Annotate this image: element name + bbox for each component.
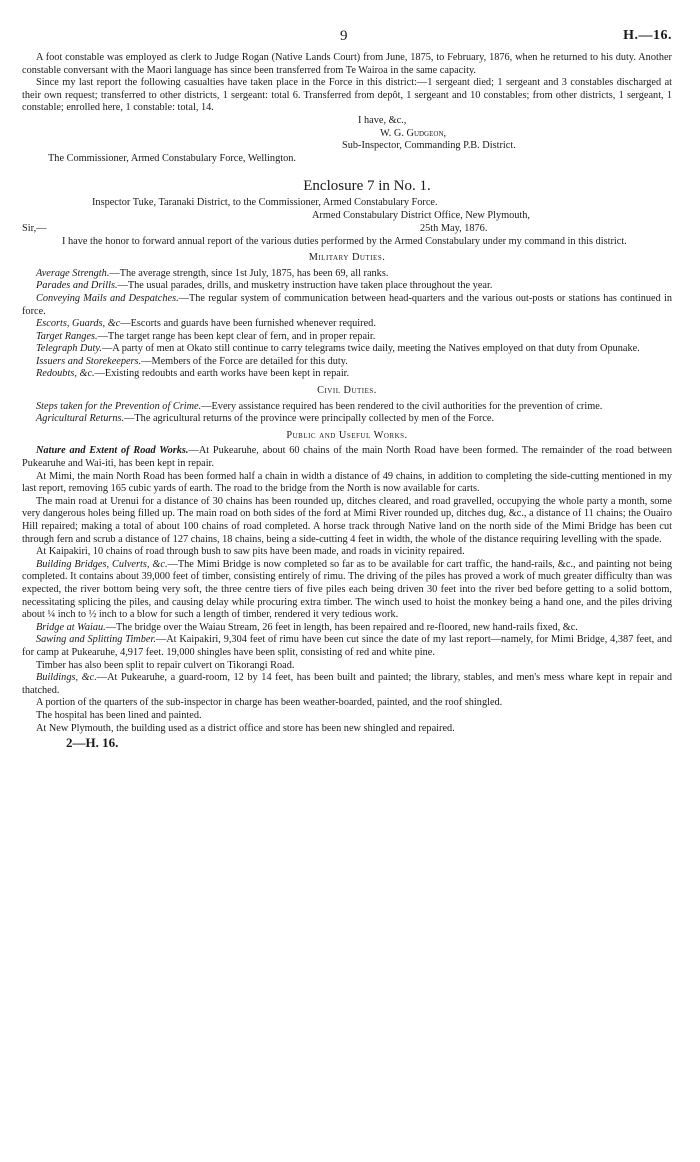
list-item: Issuers and Storekeepers.—Members of the Force are detailed for this duty. <box>36 355 348 367</box>
footer-reference: 2—H. 16. <box>66 735 119 751</box>
paragraph-foot-constable: A foot constable was employed as clerk to Judge Rogan (Native Lands Court) from June, 1875, to February, 1876, when he returned to his duty. Another constable conversant with the Maori language has since been transferred from Te Wairoa in the same capacity. <box>22 52 672 76</box>
list-item: Target Ranges.—The target range has been kept clear of fern, and in proper repair. <box>36 330 376 342</box>
list-item: Steps taken for the Prevention of Crime.—Every assistance required has been rendered to the civil authorities for the prevention of crime. <box>36 400 603 412</box>
section-heading-military: Military Duties. <box>308 252 386 264</box>
list-item: Building Bridges, Culverts, &c.—The Mimi Bridge is now completed so far as to be available for cart traffic, the hand-rails, &c., and painting not being completed. It contains about 39,000 feet of timber, consisting entirely of rimu. The driving of the piles has proved a work of much greater difficulty than was expected, the river bottom being very soft, the three centre tiers of five piles each being driven 30 feet into the river bed before getting to a solid bottom, necessitating splicing the piles, and causing delay while procuring extra timber. The winch used to hoist the monkey being a hand one, and the piles driving about ¼ inch to ½ inch to a blow for such a length of timber, rendered it very tedious work. <box>22 558 672 621</box>
list-item: The hospital has been lined and painted. <box>36 709 202 721</box>
section-heading-public-works: Public and Useful Works. <box>286 429 408 441</box>
list-item: Agricultural Returns.—The agricultural returns of the province were principally collected by men of the Force. <box>36 413 495 425</box>
list-item: Timber has also been split to repair culvert on Tikorangi Road. <box>36 659 295 671</box>
list-item: Sawing and Splitting Timber.—At Kaipakiri, 9,304 feet of rimu have been cut since the date of my last report—namely, for Mimi Bridge, 4,387 feet, and for camp at Pukearuhe, 4,917 feet. 19,000 shingles have been split, consisting of red and white pine. <box>22 634 672 658</box>
section-heading-civil: Civil Duties. <box>317 385 377 397</box>
list-item: Escorts, Guards, &c—Escorts and guards have been furnished whenever required. <box>36 318 376 330</box>
signature-closing: I have, &c., <box>358 114 407 126</box>
list-item: Average Strength.—The average strength, since 1st July, 1875, has been 69, all ranks. <box>36 267 389 279</box>
page-number: 9 <box>340 28 348 44</box>
list-item: Telegraph Duty.—A party of men at Okato still continue to carry telegrams twice daily, meeting the Natives employed on that duty from Opunake. <box>36 343 640 355</box>
signature-name: W. G. Gudgeon, <box>380 127 447 139</box>
list-item: Nature and Extent of Road Works.—At Pukearuhe, about 60 chains of the main North Road have been formed. The remainder of the road between Pukearuhe and Wai-iti, has been kept in repair. <box>22 445 672 470</box>
from-line: Inspector Tuke, Taranaki District, to the Commissioner, Armed Constabulary Force. <box>92 197 438 209</box>
letter-date: 25th May, 1876. <box>420 222 488 234</box>
salutation: Sir,— <box>22 222 47 234</box>
list-item: Buildings, &c.—At Pukearuhe, a guard-room, 12 by 14 feet, has been built and painted; the library, stables, and men's mess whare kept in repair and thatched. <box>22 672 672 696</box>
list-item: Redoubts, &c.—Existing redoubts and earth works have been kept in repair. <box>36 368 350 380</box>
intro-paragraph: I have the honor to forward annual report of the various duties performed by the Armed Constabulary under my command in this district. <box>62 235 627 247</box>
document-page <box>22 30 672 750</box>
signature-block <box>22 115 672 153</box>
page-header <box>22 30 672 52</box>
list-item: At New Plymouth, the building used as a district office and store has been new shingled and repaired. <box>36 722 455 734</box>
list-item: A portion of the quarters of the sub-inspector in charge has been weather-boarded, painted, and the roof shingled. <box>36 697 503 709</box>
list-item: Bridge at Waiau.—The bridge over the Waiau Stream, 26 feet in length, has been repaired and re-floored, new hand-rails fixed, &c. <box>36 621 578 633</box>
enclosure-title: Enclosure 7 in No. 1. <box>303 178 431 195</box>
list-item: Parades and Drills.—The usual parades, drills, and musketry instruction have taken place throughout the year. <box>36 280 493 292</box>
list-item: The main road at Urenui for a distance of 30 chains has been rounded up, ditches cleared, and road gravelled, occupying the whole party a month, some very dangerous holes being filled up. The main road on both sides of the ford at Mimi River rounded up, ditches dug, &c., a distance of 11 chains; the Ouairo Hill repaired; making a total of about 100 chains of road completed. A horse track through Native land on the north side of the Mimi Bridge has been cut through fern and scrub a distance of 127 chains, 18 chains, being a side-cutting 4 feet in width, the whole of the distance requiring levelling with the spade. <box>22 495 672 545</box>
list-item: At Mimi, the main North Road has been formed half a chain in width a distance of 49 chains, in addition to completing the side-cutting mentioned in my last report, removing 165 cubic yards of earth. The road to the bridge from the North is now available for carts. <box>22 470 672 495</box>
signature-title: Sub-Inspector, Commanding P.B. District. <box>342 140 516 152</box>
list-item: At Kaipakiri, 10 chains of road through bush to saw pits have been made, and roads in vicinity repaired. <box>36 546 465 558</box>
page-reference: H.—16. <box>623 28 672 43</box>
office-line: Armed Constabulary District Office, New Plymouth, <box>312 209 531 221</box>
salutation-row <box>22 223 672 236</box>
list-item: Conveying Mails and Despatches.—The regular system of communication between head-quarters and the various out-posts or stations has continued in force. <box>22 292 672 317</box>
paragraph-casualties: Since my last report the following casualties have taken place in the Force in this district:—1 sergeant died; 1 sergeant and 3 constables discharged at their own request; transferred to other districts, 1 sergeant: total 6. Transferred from depôt, 1 sergeant and 10 constables; from other districts, 1 sergeant, 1 constable; enrolled here, 1 constable: total, 14. <box>22 77 672 114</box>
addressee: The Commissioner, Armed Constabulary Force, Wellington. <box>48 152 296 164</box>
